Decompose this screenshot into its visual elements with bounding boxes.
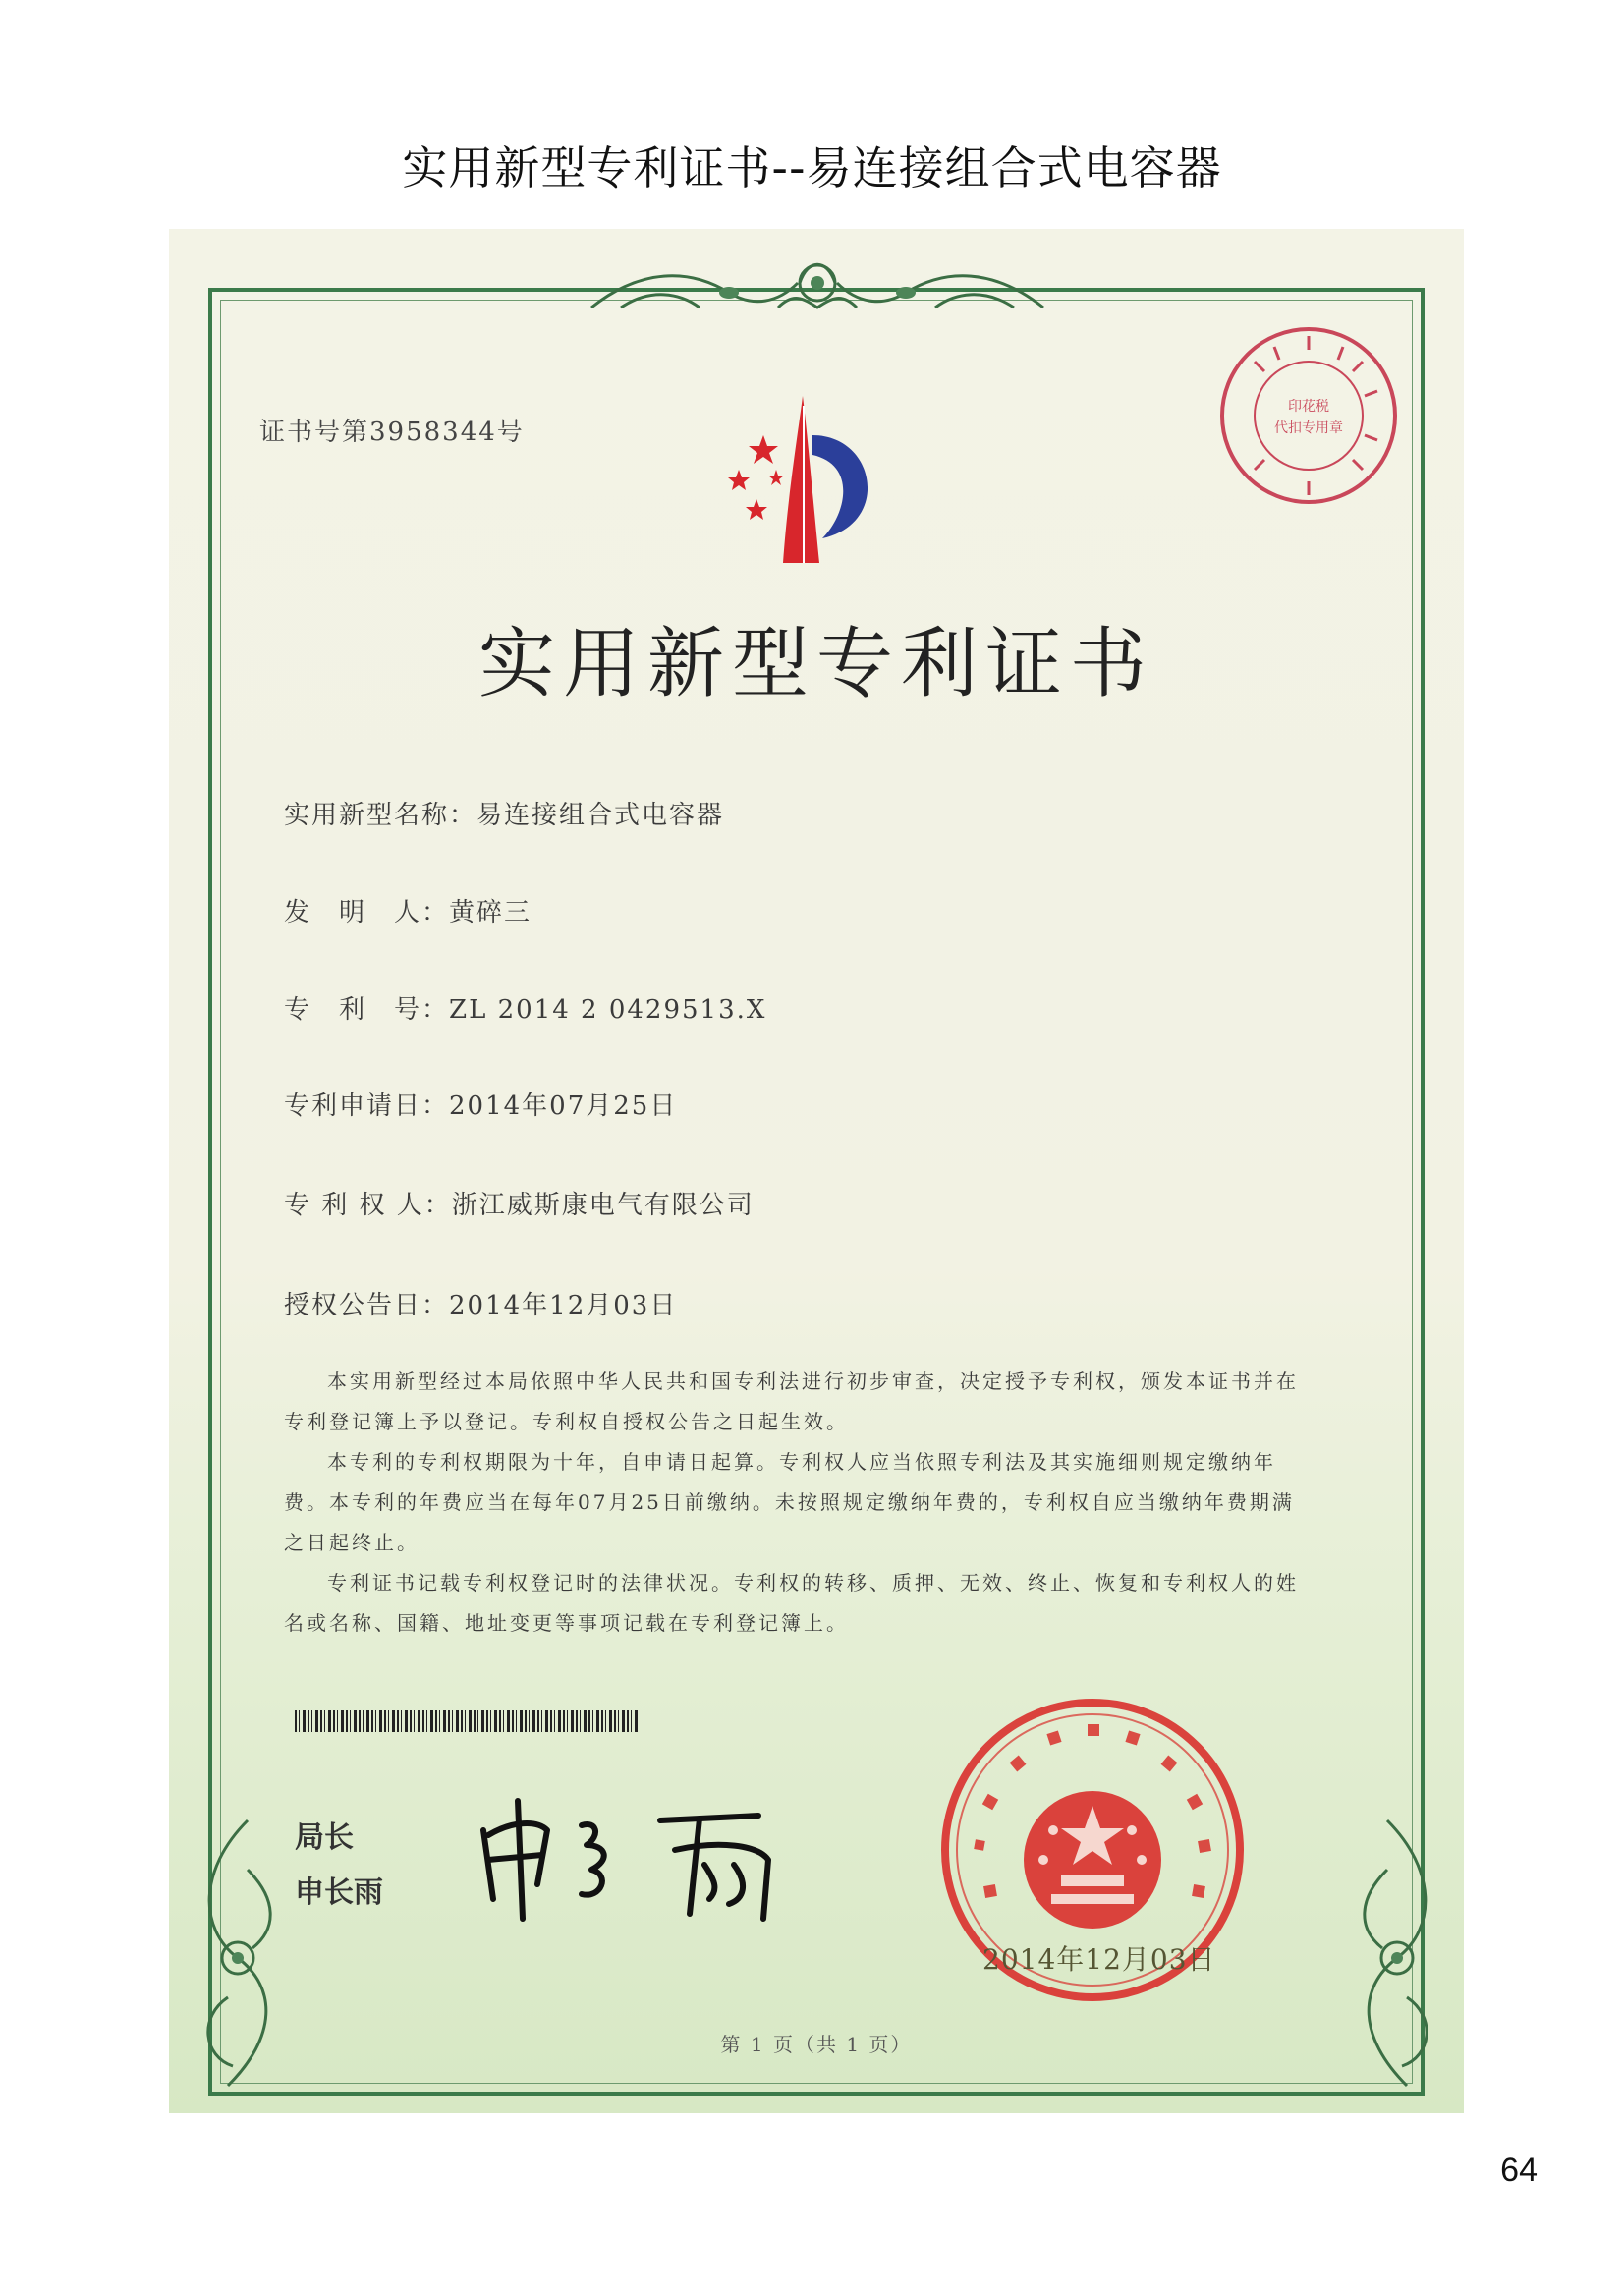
field-value: 浙江威斯康电气有限公司: [451, 1191, 755, 1220]
field-value: 黄碎三: [449, 898, 532, 927]
field-patent-number: [284, 989, 766, 1026]
certificate-number: 证书号第3958344号: [259, 418, 525, 447]
field-value: 2014年07月25日: [449, 1092, 678, 1121]
director-title: 局长: [295, 1820, 354, 1855]
field-application-date: [284, 1086, 677, 1122]
tax-stamp-center-line-2: 代扣专用章: [1274, 420, 1343, 436]
field-label: 实用新型名称：: [284, 801, 477, 830]
field-value: ZL 2014 2 0429513.X: [449, 995, 767, 1025]
barcode: [295, 1710, 639, 1732]
certificate-page-indicator: 第 1 页（共 1 页）: [720, 2033, 913, 2056]
field-label: 专利申请日：: [284, 1092, 450, 1121]
field-inventor: [284, 892, 532, 928]
top-ornament-icon: [582, 249, 1053, 327]
director-name: 申长雨: [295, 1875, 383, 1910]
field-patentee: [284, 1185, 755, 1221]
field-label: 发 明 人：: [284, 898, 450, 927]
certificate-body-text: [284, 1362, 1316, 1644]
field-value: 易连接组合式电容器: [476, 801, 725, 830]
tax-stamp-center-line-1: 印花税: [1288, 399, 1329, 415]
field-label: 专 利 号：: [284, 995, 450, 1025]
tax-stamp-seal-icon: [1215, 322, 1402, 509]
field-label: 专 利 权 人：: [284, 1191, 452, 1220]
field-utility-model-name: [284, 795, 724, 831]
field-value: 2014年12月03日: [449, 1291, 678, 1320]
body-paragraph-3: 专利证书记载专利权登记时的法律状况。专利权的转移、质押、无效、终止、恢复和专利权人的姓名或名称、国籍、地址变更等事项记载在专利登记簿上。: [284, 1571, 1299, 1635]
certificate-photo: [169, 229, 1464, 2113]
patent-office-logo-icon: [709, 376, 906, 573]
page-heading: 实用新型专利证书--易连接组合式电容器: [402, 141, 1222, 195]
body-paragraph-1: 本实用新型经过本局依照中华人民共和国专利法进行初步审查，决定授予专利权，颁发本证书并在专利登记簿上予以登记。专利权自授权公告之日起生效。: [284, 1370, 1299, 1433]
bottom-right-ornament-icon: [1318, 1811, 1456, 2105]
page-number: 64: [1500, 2152, 1538, 2189]
certificate-title: 实用新型专利证书: [477, 620, 1154, 708]
field-label: 授权公告日：: [284, 1291, 450, 1320]
body-paragraph-2: 本专利的专利权期限为十年，自申请日起算。专利权人应当依照专利法及其实施细则规定缴纳年费。本专利的年费应当在每年07月25日前缴纳。未按照规定缴纳年费的，专利权自应当缴纳年费期满之日起终止。: [284, 1450, 1295, 1554]
seal-date: 2014年12月03日: [982, 1943, 1216, 1976]
field-grant-announcement-date: [284, 1285, 677, 1321]
director-signature-icon: [464, 1791, 817, 1929]
